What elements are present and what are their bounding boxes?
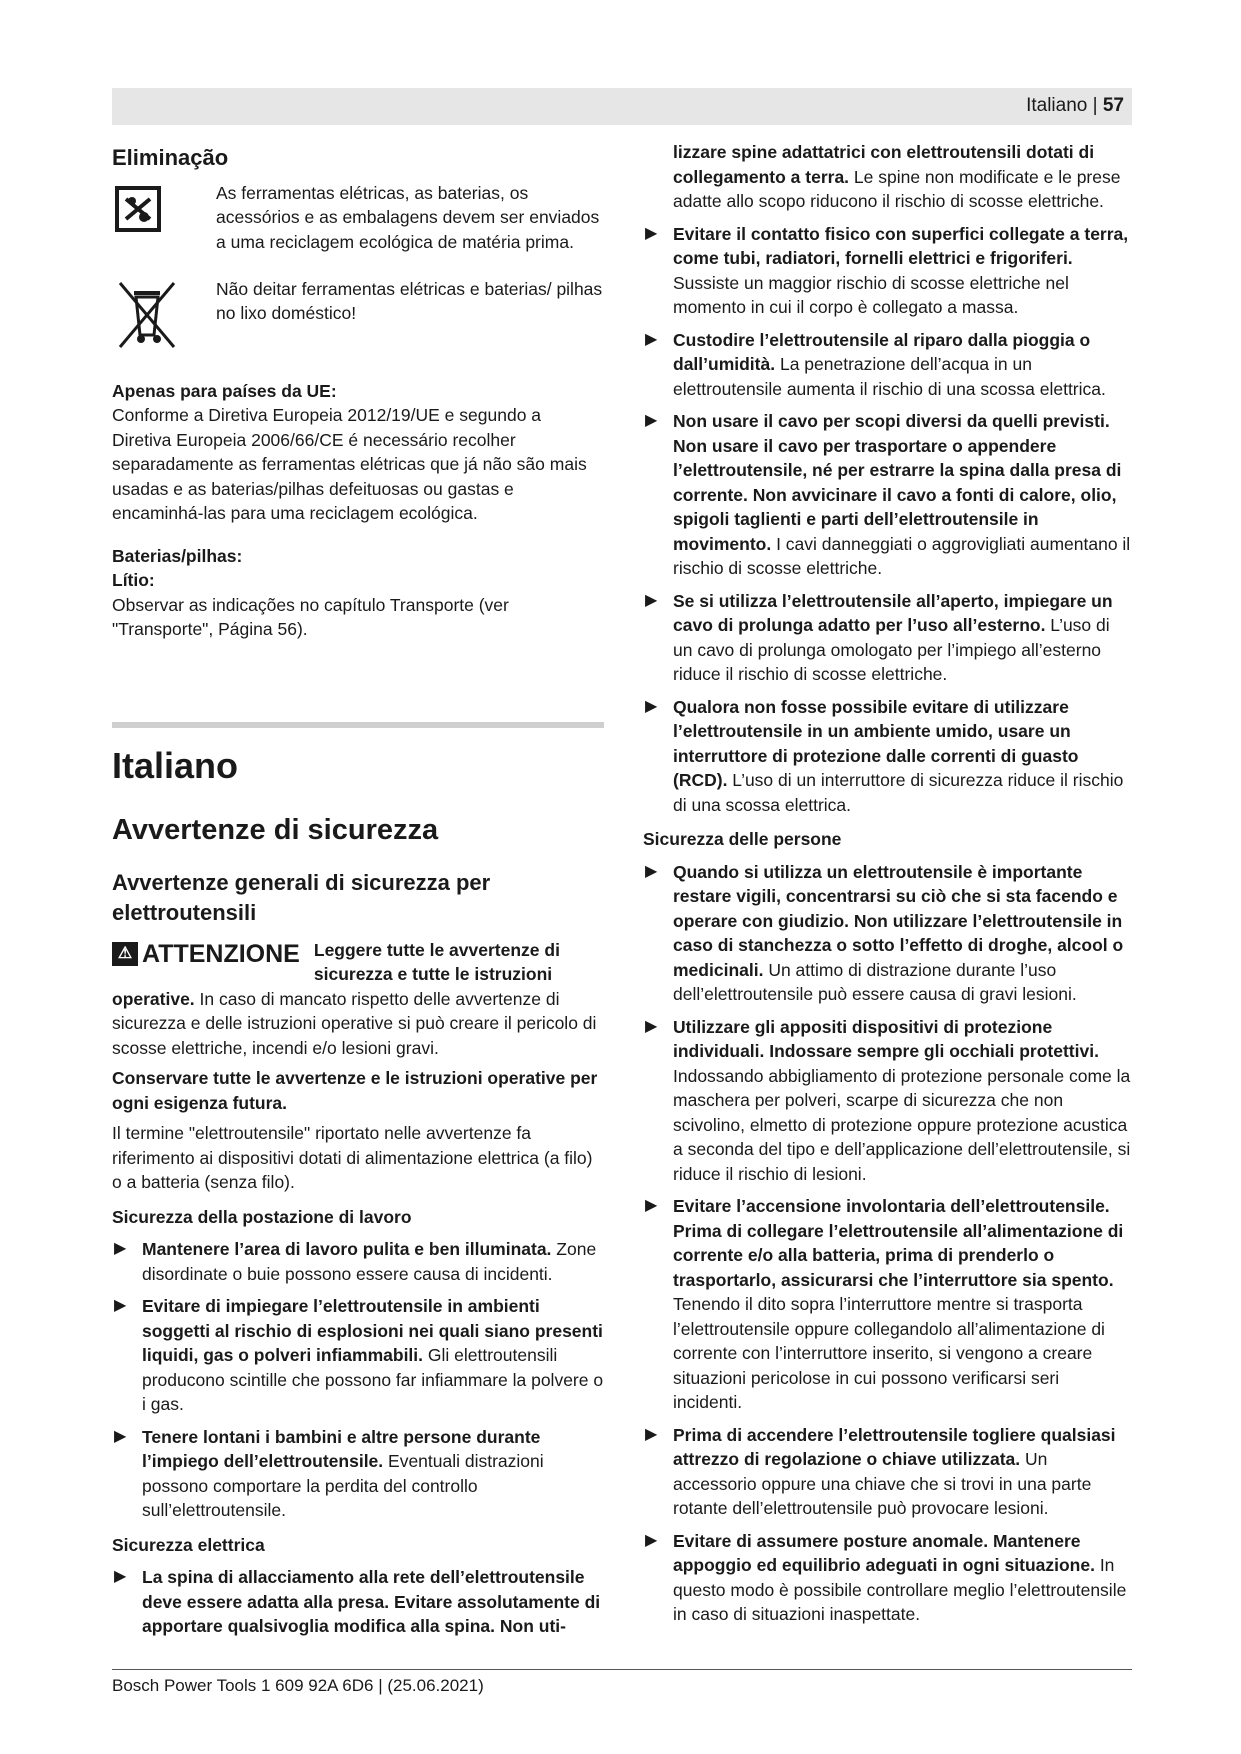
list-item: ▶ Mantenere l’area di lavoro pulita e ben illuminata. Zone disordinate o buie possono essere causa di incidenti. — [114, 1239, 597, 1284]
list-item: ▶ Evitare il contatto fisico con superfici collegate a terra, come tubi, radiatori, fornelli elettrici e frigoriferi. Sussiste un maggior rischio di scosse elettriche nel momento in cui il corpo è collegato a massa. — [645, 223, 1129, 317]
bullet-icon: ▶ — [114, 1568, 127, 1585]
lithium-heading: Lítio: — [112, 570, 155, 590]
list-item: ▶ Evitare di impiegare l’elettroutensile in ambienti soggetti al rischio di esplosioni nei quali siano presenti liquidi, gas o polveri infiammabili. Gli elettroutensili producono scintille che possono far infiammare la polvere o i gas. — [114, 1296, 604, 1414]
warning-label: ATTENZIONE — [142, 939, 300, 968]
list-item: ▶ Prima di accendere l’elettroutensile togliere qualsiasi attrezzo di regolazione o chiave utilizzata. Un accessorio oppure una chiave che si trovi in una parte rotante dell’elettroutensile può provocare lesioni. — [645, 1424, 1116, 1518]
bullet-icon: ▶ — [645, 330, 658, 348]
personal-safety-list — [643, 860, 1133, 1627]
electrical-safety-heading: Sicurezza elettrica — [112, 1534, 265, 1555]
right-column — [643, 140, 1133, 1627]
warning-block — [112, 938, 604, 1061]
recycling-icon — [114, 185, 162, 240]
section-divider — [112, 722, 604, 728]
list-item: ▶ Quando si utilizza un elettroutensile è importante restare vigili, concentrarsi su ciò che si sta facendo e operare con giudizio. Non utilizzare l’elettroutensile in caso di stanchezza o sotto l’effetto di droghe, alcool o medicinali. Un attimo di distrazione durante l’uso dell’elettroutensile può essere causa di gravi lesioni. — [645, 861, 1124, 1004]
personal-safety-heading: Sicurezza delle persone — [643, 829, 842, 849]
page-header — [112, 88, 1132, 125]
keep-instructions-text: Conservare tutte le avvertenze e le istruzioni operative per ogni esigenza futura. — [112, 1068, 598, 1113]
list-item: ▶ Evitare di assumere posture anomale. Mantenere appoggio ed equilibrio adeguati in ogni situazione. In questo modo è possibile controllare meglio l’elettroutensile in caso di situazioni inaspettate. — [645, 1530, 1127, 1624]
bullet-icon: ▶ — [645, 1197, 658, 1214]
bullet-icon: ▶ — [645, 697, 658, 715]
electrical-list — [643, 222, 1133, 818]
warning-triangle-icon: ⚠ — [112, 942, 138, 966]
bullet-icon: ▶ — [114, 1427, 127, 1445]
warning-bold-text: Leggere tutte le avvertenze di sicurezza e tutte le istruzioni operative. — [112, 939, 560, 1009]
term-definition-text: Il termine "elettroutensile" riportato nelle avvertenze fa riferimento ai dispositivi dotati di alimentazione elettrica (a filo) o a batteria (senza filo). — [112, 1123, 593, 1192]
list-item: ▶ Utilizzare gli appositi dispositivi di protezione individuali. Indossare sempre gli occhiali protettivi. Indossando abbigliamento di protezione personale come la maschera per polveri, scarpe di sicurezza che non scivolino, elmetto di protezione oppure protezione acustica a seconda del tipo e dell’applicazione dell’elettroutensile, si riduce il rischio di lesioni. — [645, 1016, 1131, 1184]
bullet-icon: ▶ — [114, 1297, 127, 1314]
list-item: ▶ Custodire l’elettroutensile al riparo dalla pioggia o dall’umidità. La penetrazione dell’acqua in un elettroutensile aumenta il rischio di una scossa elettrica. — [645, 329, 1106, 399]
disposal-text-1: As ferramentas elétricas, as baterias, os acessórios e as embalagens devem ser enviados a uma reciclagem ecológica de matéria prima. — [216, 182, 600, 252]
batteries-heading: Baterias/pilhas: — [112, 545, 243, 566]
list-item: ▶ Se si utilizza l’elettroutensile all’aperto, impiegare un cavo di prolunga adatto per l’uso all’esterno. L’uso di un cavo di prolunga omologato per l’impiego all’esterno riduce il rischio di scosse elettriche. — [645, 590, 1113, 684]
bullet-icon: ▶ — [645, 1425, 658, 1443]
general-safety-title: Avvertenze generali di sicurezza per elettroutensili — [112, 869, 491, 925]
disposal-text-2: Não deitar ferramentas elétricas e baterias/ pilhas no lixo doméstico! — [216, 278, 603, 323]
safety-title: Avvertenze di sicurezza — [112, 813, 439, 846]
crossed-bin-icon — [114, 277, 180, 358]
list-item: ▶ La spina di allacciamento alla rete dell’elettroutensile deve essere adatta alla presa. Evitare assolutamente di apportare qualsivoglia modifica alla spina. Non uti- — [114, 1567, 601, 1636]
list-item: ▶ Tenere lontani i bambini e altre persone durante l’impiego dell’elettroutensile. Eventuali distrazioni possono comportare la perdita del controllo sull’elettroutensile. — [114, 1426, 544, 1520]
warning-badge — [112, 938, 300, 970]
list-item: ▶ Qualora non fosse possibile evitare di utilizzare l’elettroutensile in un ambiente umido, usare un interruttore di protezione dalle correnti di guasto (RCD). L’uso di un interruttore di sicurezza riduce il rischio di una scossa elettrica. — [645, 696, 1124, 815]
lithium-text: Observar as indicações no capítulo Transporte (ver "Transporte", Página 56). — [112, 594, 509, 639]
list-item: ▶ Evitare l’accensione involontaria dell’elettroutensile. Prima di collegare l’elettroutensile all’alimentazione di corrente e/o alla batteria, prima di prenderlo o trasportarlo, assicurarsi che l’interruttore sia spento. Tenendo il dito sopra l’interruttore mentre si trasporta l’elettroutensile oppure collegandolo all’alimentazione di corrente con l’interruttore inserito, si vengono a creare situazioni pericolose in cui possono verificarsi seri incidenti. — [645, 1196, 1124, 1412]
header-language: Italiano — [1026, 95, 1088, 116]
bin-row — [112, 277, 604, 361]
left-column — [112, 140, 604, 1639]
language-title: Italiano — [112, 744, 239, 786]
recycling-row — [112, 181, 604, 277]
bullet-icon: ▶ — [645, 1017, 658, 1035]
work-area-heading: Sicurezza della postazione di lavoro — [112, 1206, 412, 1227]
eu-heading: Apenas para países da UE: — [112, 380, 337, 401]
warning-text: In caso di mancato rispetto delle avvertenze di sicurezza e delle istruzioni operative si può creare il pericolo di scosse elettriche, incendi e/o lesioni gravi. — [112, 988, 597, 1058]
continued-item: lizzare spine adattatrici con elettroutensili dotati di collegamento a terra. Le spine non modificate e le prese adatte allo scopo riducono il rischio di scosse elettriche. — [673, 142, 1121, 211]
footer-divider — [112, 1669, 1132, 1670]
bullet-icon: ▶ — [645, 1531, 658, 1549]
bullet-icon: ▶ — [645, 862, 658, 880]
list-item: ▶ Non usare il cavo per scopi diversi da quelli previsti. Non usare il cavo per trasportare o appendere l’elettroutensile, né per estrarre la spina dalla presa di corrente. Non avvicinare il cavo a fonti di calore, olio, spigoli taglienti e parti dell’elettroutensile in movimento. I cavi danneggiati o aggrovigliati aumentano il rischio di scosse elettriche. — [645, 411, 1131, 578]
footer-text: Bosch Power Tools 1 609 92A 6D6 | (25.06.2021) — [112, 1676, 484, 1695]
bullet-icon: ▶ — [645, 591, 658, 609]
header-text: Italiano | 57 — [1026, 95, 1124, 116]
bullet-icon: ▶ — [114, 1240, 127, 1257]
bullet-icon: ▶ — [645, 412, 658, 429]
page-number: 57 — [1102, 95, 1124, 116]
disposal-title: Eliminação — [112, 145, 229, 170]
work-area-list — [112, 1237, 604, 1523]
eu-text: Conforme a Diretiva Europeia 2012/19/UE e segundo a Diretiva Europeia 2006/66/CE é necessário recolher separadamente as ferramentas elétricas que já não são mais usadas e as baterias/pilhas defeituosas ou gastas e encaminhá-las para uma reciclagem ecológica. — [112, 405, 587, 523]
bullet-icon: ▶ — [645, 224, 658, 242]
